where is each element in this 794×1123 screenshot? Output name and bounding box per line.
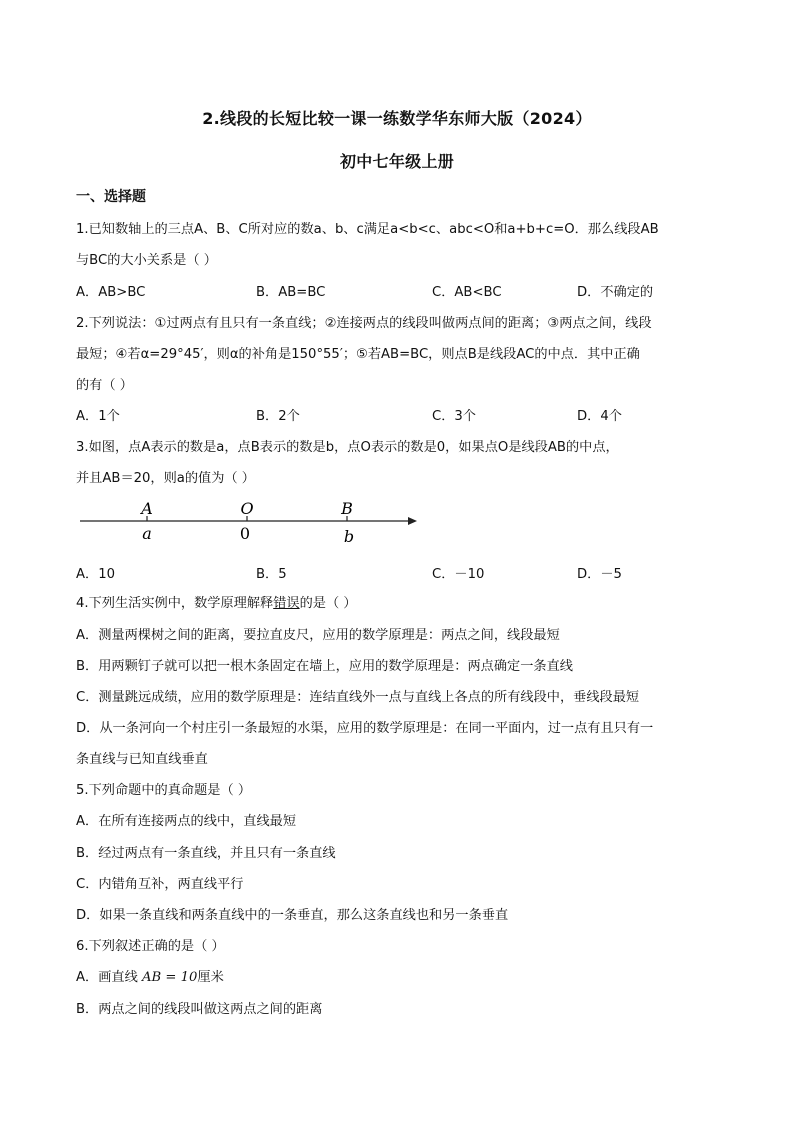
q5-option-b: B．经过两点有一条直线，并且只有一条直线 [76,846,336,861]
q2-option-a: A．1个 [76,409,120,424]
number-line-arrow [408,517,417,525]
q4-option-d-line2: 条直线与已知直线垂直 [76,752,208,767]
label-value-b: b [343,527,355,546]
q3-option-d: D．－5 [577,567,622,582]
q3-line1: 3.如图，点A表示的数是a，点B表示的数是b，点O表示的数是0，如果点O是线段AB的中点， [76,440,619,455]
q4-option-c: C．测量跳远成绩，应用的数学原理是：连结直线外一点与直线上各点的所有线段中，垂线段最短 [76,690,640,705]
label-value-zero: 0 [239,524,251,543]
q4-stem-underlined: 错误 [273,596,300,611]
number-line-figure [76,494,426,550]
label-value-a: a [142,524,152,543]
q1-option-b: B．AB=BC [256,285,326,300]
q4-option-a: A．测量两棵树之间的距离，要拉直皮尺，应用的数学原理是：两点之间，线段最短 [76,628,560,643]
q4-stem-tail: 的是（ ） [299,596,357,611]
document-subtitle: 初中七年级上册 [339,152,455,171]
q3-option-c: C．－10 [432,567,485,582]
q6-stem: 6.下列叙述正确的是（ ） [76,939,225,954]
q5-option-d: D．如果一条直线和两条直线中的一条垂直，那么这条直线也和另一条垂直 [76,908,509,923]
q3-line2: 并且AB＝20，则a的值为（ ） [76,471,255,486]
document-title: 2.线段的长短比较一课一练数学华东师大版（2024） [202,109,592,128]
q2-line1: 2.下列说法：①过两点有且只有一条直线；②连接两点的线段叫做两点间的距离；③两点之间，线段 [76,316,652,331]
q4-option-b: B．用两颗钉子就可以把一根木条固定在墙上，应用的数学原理是：两点确定一条直线 [76,659,573,674]
section-heading: 一、选择题 [76,189,146,205]
q1-option-d: D．不确定的 [577,285,654,300]
q4-stem [76,592,726,611]
q4-stem-text: 4.下列生活实例中，数学原理解释 [76,596,274,611]
q6-option-a [76,966,726,985]
q2-option-d: D．4个 [577,409,622,424]
q1-option-c: C．AB<BC [432,285,502,300]
label-point-b: B [341,499,353,518]
q2-option-c: C．3个 [432,409,476,424]
label-point-a: A [141,499,153,518]
q3-option-b: B．5 [256,567,287,582]
q2-option-b: B．2个 [256,409,300,424]
q1-line2: 与BC的大小关系是（ ） [76,253,217,268]
q5-stem: 5.下列命题中的真命题是（ ） [76,783,252,798]
q6-option-b: B．两点之间的线段叫做这两点之间的距离 [76,1002,323,1017]
q5-option-c: C．内错角互补，两直线平行 [76,877,244,892]
q4-option-d-line1: D．从一条河向一个村庄引一条最短的水渠，应用的数学原理是：在同一平面内，过一点有且只有一 [76,721,654,736]
q1-option-a: A．AB>BC [76,285,146,300]
q3-option-a: A．10 [76,567,115,582]
q5-option-a: A．在所有连接两点的线中，直线最短 [76,814,297,829]
q2-line2: 最短；④若α=29°45′，则α的补角是150°55′；⑤若AB=BC，则点B是线段AC的中点．其中正确 [76,347,640,362]
q2-line3: 的有（ ） [76,378,133,393]
q1-line1: 1.已知数轴上的三点A、B、C所对应的数a、b、c满足a<b<c、abc<O和a+b+c=O．那么线段AB [76,222,659,237]
q6-option-a-text: A．画直线 [76,970,138,985]
q6-option-a-unit: 厘米 [197,970,224,985]
label-point-o: O [240,499,254,518]
q6-option-a-math: AB = 10 [141,970,198,985]
